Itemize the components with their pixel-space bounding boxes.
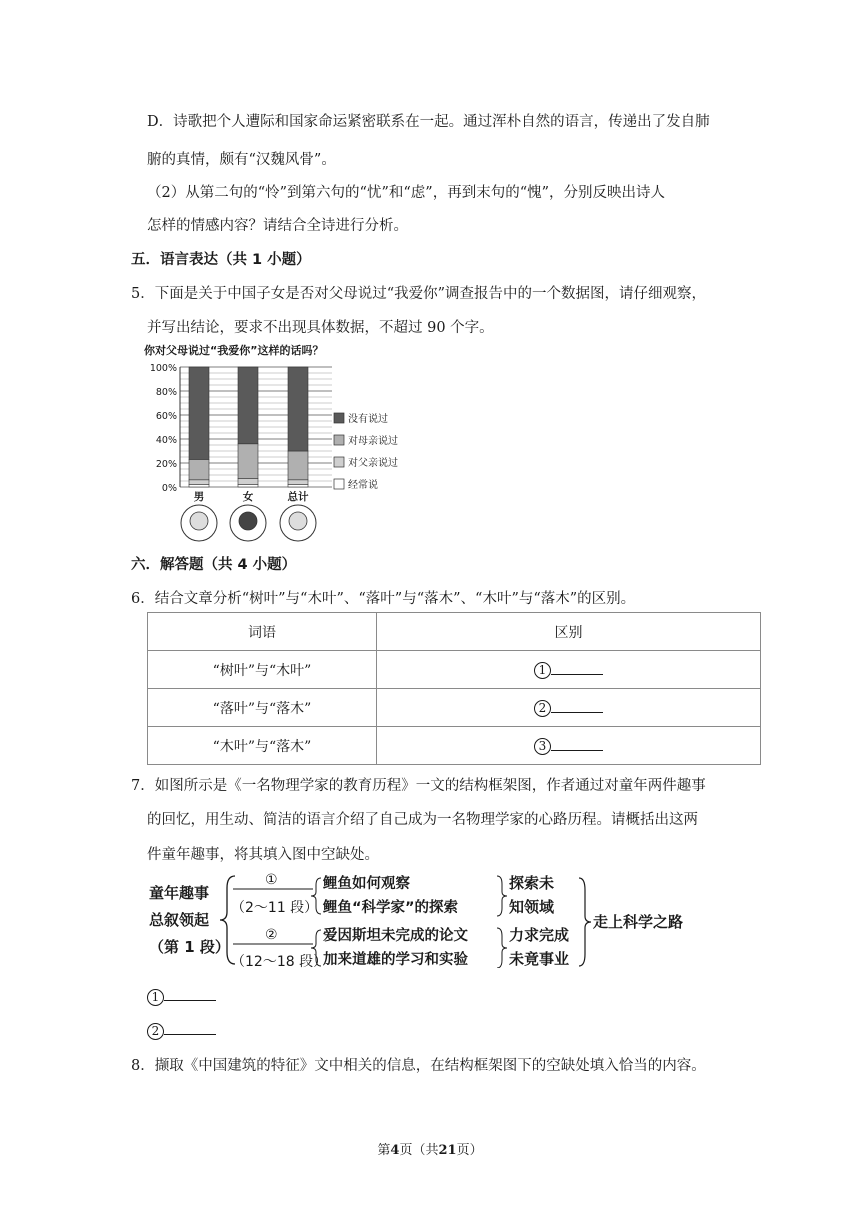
table-row — [148, 727, 761, 765]
answer-cell — [377, 689, 761, 727]
legend-label: 经常说 — [348, 480, 378, 491]
legend-swatch — [334, 479, 344, 489]
result-1-line-1: 探索未 — [509, 874, 555, 892]
question-6-line: 6．结合文章分析“树叶”与“木叶”、“落叶”与“落木”、“木叶”与“落木”的区别。 — [131, 591, 636, 607]
answer-blank[interactable] — [551, 736, 603, 751]
circled-number: 2 — [147, 1023, 164, 1040]
bar-segment-0 — [288, 485, 308, 487]
table-row — [148, 689, 761, 727]
face-icon — [289, 512, 307, 530]
footer-post: 页） — [456, 1143, 483, 1158]
bar-segment-2 — [189, 459, 209, 479]
question-2-line-1: （2）从第二句的“怜”到第六句的“忧”和“虑”，再到末句的“愧”，分别反映出诗人 — [147, 185, 666, 201]
diagram-left-3: （第 1 段） — [149, 938, 230, 956]
section-5-heading: 五．语言表达（共 1 小题） — [131, 252, 311, 268]
answer-blank[interactable] — [164, 1020, 216, 1035]
diagram-left-1: 童年趣事 — [149, 884, 210, 902]
bar-segment-1 — [238, 479, 258, 485]
word-cell: “落叶”与“落木” — [148, 689, 377, 727]
x-tick-label: 女 — [242, 491, 254, 503]
header-word: 词语 — [148, 613, 377, 651]
y-tick-label: 20% — [155, 459, 177, 470]
legend-label: 没有说过 — [348, 414, 388, 425]
survey-bar-chart — [142, 342, 417, 542]
y-tick-label: 40% — [155, 435, 177, 446]
answer-cell — [377, 651, 761, 689]
legend-swatch — [334, 413, 344, 423]
bar-segment-2 — [238, 444, 258, 479]
footer-page: 4 — [390, 1143, 400, 1158]
result-2-line-1: 力求完成 — [509, 926, 570, 944]
branch-1-item-2: 鲤鱼“科学家”的探索 — [323, 900, 459, 916]
answer-blank[interactable] — [551, 660, 603, 675]
line-option-d-1: D．诗歌把个人遭际和国家命运紧密联系在一起。通过浑朴自然的语言，传递出了发自肺 — [147, 114, 710, 130]
face-icon — [239, 512, 257, 530]
footer-pre: 第 — [377, 1143, 391, 1158]
line-option-d-2: 腑的真情，颇有“汉魏风骨”。 — [147, 152, 336, 168]
x-tick-label: 男 — [193, 491, 205, 503]
chart-title: 你对父母说过“我爱你”这样的话吗？ — [144, 344, 324, 357]
y-tick-label: 80% — [155, 387, 177, 398]
result-1-line-2: 知领域 — [509, 898, 555, 916]
bar-segment-3 — [288, 367, 308, 451]
word-cell: “木叶”与“落木” — [148, 727, 377, 765]
branch-1-item-1: 鲤鱼如何观察 — [323, 876, 410, 892]
blank-1-mark: ① — [265, 872, 278, 888]
footer-mid: 页（共 — [399, 1143, 439, 1158]
right-brace-1 — [497, 876, 507, 916]
question-5-line-2: 并写出结论，要求不出现具体数据，不超过 90 个字。 — [147, 320, 494, 336]
final-brace — [579, 878, 591, 966]
blank-2-range: （12～18 段） — [231, 954, 328, 968]
blank-2-mark: ② — [265, 927, 278, 943]
question-7-line-3: 件童年趣事，将其填入图中空缺处。 — [147, 847, 379, 863]
branch-2-item-1: 爱因斯坦未完成的论文 — [323, 928, 468, 944]
answer-blank[interactable] — [164, 986, 216, 1001]
legend-swatch — [334, 457, 344, 467]
final-result: 走上科学之路 — [593, 913, 684, 931]
bar-segment-1 — [288, 480, 308, 485]
circled-number: 3 — [534, 738, 551, 755]
legend-swatch — [334, 435, 344, 445]
footer-total: 21 — [438, 1143, 457, 1158]
table-row — [148, 651, 761, 689]
word-cell: “树叶”与“木叶” — [148, 651, 377, 689]
section-6-heading: 六．解答题（共 4 小题） — [131, 557, 297, 573]
result-2-line-2: 未竟事业 — [509, 950, 570, 968]
circled-number: 1 — [147, 989, 164, 1006]
bar-segment-0 — [238, 485, 258, 487]
bar-segment-2 — [288, 451, 308, 480]
question-7-line-2: 的回忆，用生动、简洁的语言介绍了自己成为一名物理学家的心路历程。请概括出这两 — [147, 812, 698, 828]
y-tick-label: 0% — [161, 483, 177, 494]
answer-7-2 — [147, 1020, 216, 1040]
word-difference-table — [147, 612, 761, 765]
legend-label: 对父亲说过 — [348, 458, 398, 469]
bar-segment-1 — [189, 480, 209, 485]
structure-diagram — [147, 868, 707, 968]
answer-cell — [377, 727, 761, 765]
y-tick-label: 100% — [149, 363, 177, 374]
header-difference: 区别 — [377, 613, 761, 651]
branch-2-item-2: 加来道雄的学习和实验 — [323, 952, 468, 968]
page-footer — [0, 1139, 860, 1158]
bar-segment-0 — [189, 485, 209, 487]
legend-label: 对母亲说过 — [348, 436, 398, 447]
answer-blank[interactable] — [551, 698, 603, 713]
y-tick-label: 60% — [155, 411, 177, 422]
x-tick-label: 总计 — [287, 491, 309, 503]
question-2-line-2: 怎样的情感内容？请结合全诗进行分析。 — [147, 218, 408, 234]
circled-number: 2 — [534, 700, 551, 717]
face-icon — [190, 512, 208, 530]
diagram-left-2: 总叙领起 — [149, 911, 210, 929]
circled-number: 1 — [534, 662, 551, 679]
right-brace-2 — [497, 928, 507, 968]
answer-7-1 — [147, 986, 216, 1006]
table-header-row — [148, 613, 761, 651]
question-7-line-1: 7．如图所示是《一名物理学家的教育历程》一文的结构框架图，作者通过对童年两件趣事 — [131, 778, 706, 794]
question-8-line: 8．撷取《中国建筑的特征》文中相关的信息，在结构框架图下的空缺处填入恰当的内容。 — [131, 1058, 706, 1074]
question-5-line-1: 5．下面是关于中国子女是否对父母说过“我爱你”调查报告中的一个数据图，请仔细观察， — [131, 286, 707, 302]
bar-segment-3 — [238, 367, 258, 444]
bar-segment-3 — [189, 367, 209, 459]
blank-1-range: （2～11 段） — [231, 900, 319, 916]
